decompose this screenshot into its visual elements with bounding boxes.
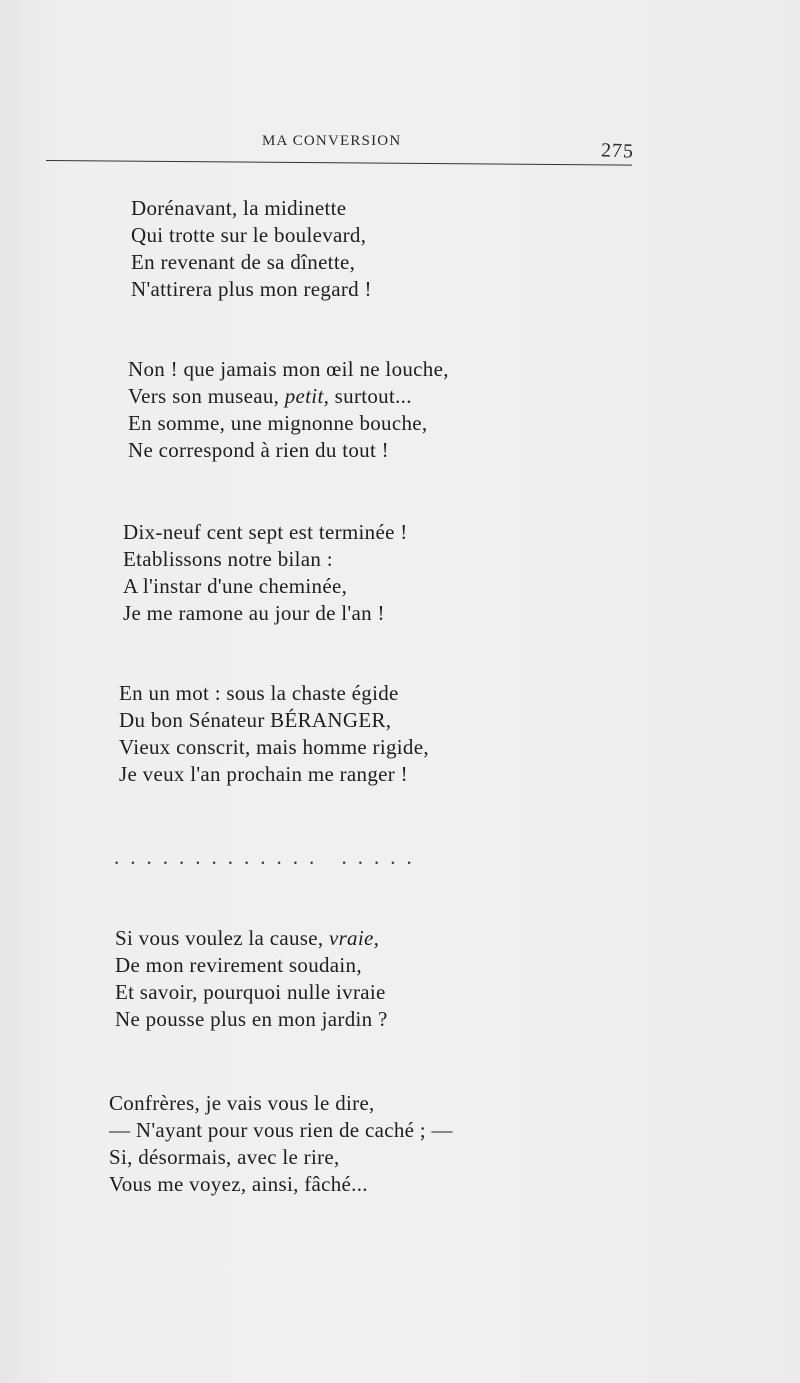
ellipsis-dots: ............. ..... (114, 845, 423, 869)
verse-line: De mon revirement soudain, (115, 953, 362, 977)
verse-line-with-italic (128, 383, 449, 410)
verse-line: Du bon Sénateur BÉRANGER, (119, 708, 392, 732)
stanza-1 (131, 195, 372, 303)
verse-line: Vieux conscrit, mais homme rigide, (119, 735, 429, 759)
stanza-5 (115, 925, 388, 1033)
verse-line: Vous me voyez, ainsi, fâché... (109, 1172, 368, 1196)
verse-line: Qui trotte sur le boulevard, (131, 223, 367, 247)
verse-line: Non ! que jamais mon œil ne louche, (128, 357, 449, 381)
italic-word: vraie, (328, 926, 380, 950)
stanza-4 (119, 680, 429, 788)
verse-line: — N'ayant pour vous rien de caché ; — (109, 1118, 453, 1142)
header-rule (46, 160, 632, 166)
stanza-6 (109, 1090, 453, 1198)
stanza-2 (128, 356, 449, 464)
verse-line: Je me ramone au jour de l'an ! (123, 601, 385, 625)
verse-line: Dorénavant, la midinette (131, 196, 347, 220)
verse-line-with-italic (115, 925, 388, 952)
verse-line: En somme, une mignonne bouche, (128, 411, 428, 435)
verse-line: Si, désormais, avec le rire, (109, 1145, 340, 1169)
verse-line: En revenant de sa dînette, (131, 250, 356, 274)
verse-line: Ne pousse plus en mon jardin ? (115, 1007, 388, 1031)
verse-line: Dix-neuf cent sept est terminée ! (123, 520, 408, 544)
verse-line: Et savoir, pourquoi nulle ivraie (115, 980, 386, 1004)
verse-text: surtout... (329, 384, 412, 408)
verse-line: Confrères, je vais vous le dire, (109, 1091, 375, 1115)
verse-line: A l'instar d'une cheminée, (123, 574, 348, 598)
running-title: MA CONVERSION (262, 133, 402, 149)
stanza-3 (123, 519, 408, 627)
verse-line: N'attirera plus mon regard ! (131, 277, 372, 301)
verse-text: Si vous voulez la cause, (115, 926, 329, 950)
italic-word: petit, (284, 384, 330, 408)
verse-line: En un mot : sous la chaste égide (119, 681, 399, 705)
verse-text: Vers son museau, (128, 384, 285, 408)
verse-line: Ne correspond à rien du tout ! (128, 438, 389, 462)
verse-line: Je veux l'an prochain me ranger ! (119, 762, 408, 786)
page-number: 275 (600, 139, 635, 163)
verse-line: Etablissons notre bilan : (123, 547, 333, 571)
